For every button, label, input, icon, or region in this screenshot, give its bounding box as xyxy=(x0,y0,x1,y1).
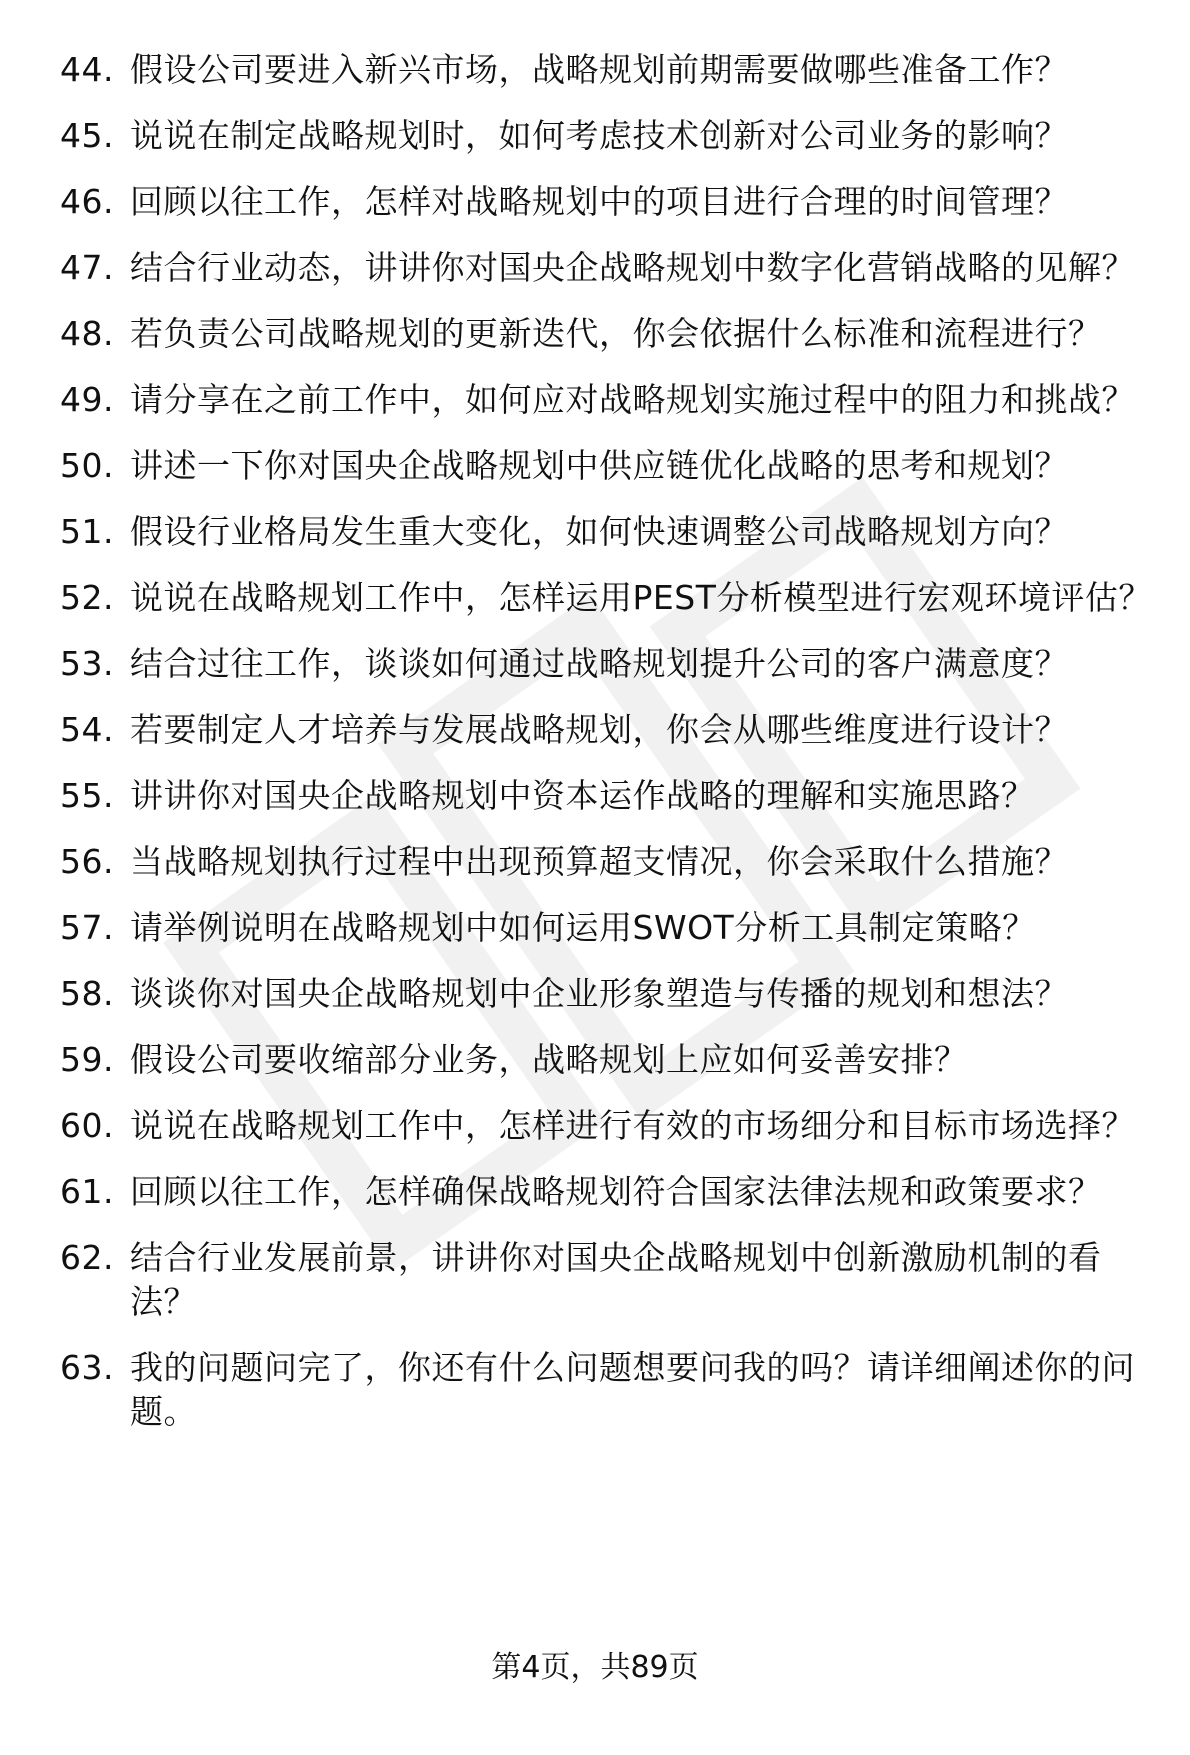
question-number: 54. xyxy=(60,710,114,749)
question-item xyxy=(0,378,1190,422)
question-item xyxy=(0,774,1190,818)
question-text: 讲讲你对国央企战略规划中资本运作战略的理解和实施思路？ xyxy=(130,776,1035,815)
question-text: 结合过往工作，谈谈如何通过战略规划提升公司的客户满意度？ xyxy=(130,644,1068,683)
question-text: 结合行业动态，讲讲你对国央企战略规划中数字化营销战略的见解？ xyxy=(130,248,1135,287)
question-item xyxy=(0,1170,1190,1214)
question-number: 45. xyxy=(60,116,114,155)
question-item xyxy=(0,642,1190,686)
question-number: 52. xyxy=(60,578,114,617)
question-text: 回顾以往工作，怎样对战略规划中的项目进行合理的时间管理？ xyxy=(130,182,1068,221)
question-number: 56. xyxy=(60,842,114,881)
question-text: 说说在战略规划工作中，怎样进行有效的市场细分和目标市场选择？ xyxy=(130,1106,1135,1145)
question-number: 44. xyxy=(60,50,114,89)
question-item xyxy=(0,576,1190,620)
question-number: 53. xyxy=(60,644,114,683)
question-item xyxy=(0,972,1190,1016)
question-text: 我的问题问完了，你还有什么问题想要问我的吗？请详细阐述你的问题。 xyxy=(130,1348,1135,1431)
question-text: 若负责公司战略规划的更新迭代，你会依据什么标准和流程进行？ xyxy=(130,314,1102,353)
page-number-footer: 第4页，共89页 xyxy=(491,1650,699,1685)
question-item xyxy=(0,1038,1190,1082)
question-text: 假设公司要进入新兴市场，战略规划前期需要做哪些准备工作？ xyxy=(130,50,1068,89)
question-number: 59. xyxy=(60,1040,114,1079)
question-item xyxy=(0,510,1190,554)
question-text: 当战略规划执行过程中出现预算超支情况，你会采取什么措施？ xyxy=(130,842,1068,881)
question-number: 57. xyxy=(60,908,114,947)
question-number: 55. xyxy=(60,776,114,815)
question-number: 47. xyxy=(60,248,114,287)
question-item xyxy=(0,246,1190,290)
question-number: 63. xyxy=(60,1348,114,1387)
question-number: 50. xyxy=(60,446,114,485)
question-item xyxy=(0,444,1190,488)
question-text: 说说在制定战略规划时，如何考虑技术创新对公司业务的影响？ xyxy=(130,116,1068,155)
question-item xyxy=(0,114,1190,158)
question-number: 46. xyxy=(60,182,114,221)
question-item xyxy=(0,906,1190,950)
question-text: 谈谈你对国央企战略规划中企业形象塑造与传播的规划和想法？ xyxy=(130,974,1068,1013)
question-item xyxy=(0,840,1190,884)
question-number: 61. xyxy=(60,1172,114,1211)
question-item xyxy=(0,708,1190,752)
question-item xyxy=(0,1104,1190,1148)
question-item xyxy=(0,1346,1190,1434)
question-text: 结合行业发展前景，讲讲你对国央企战略规划中创新激励机制的看法？ xyxy=(130,1238,1102,1321)
question-item xyxy=(0,48,1190,92)
question-text: 假设行业格局发生重大变化，如何快速调整公司战略规划方向？ xyxy=(130,512,1068,551)
question-text: 说说在战略规划工作中，怎样运用PEST分析模型进行宏观环境评估？ xyxy=(130,578,1152,617)
question-item xyxy=(0,1236,1190,1324)
question-text: 请举例说明在战略规划中如何运用SWOT分析工具制定策略？ xyxy=(130,908,1036,947)
question-item xyxy=(0,312,1190,356)
question-number: 51. xyxy=(60,512,114,551)
question-text: 若要制定人才培养与发展战略规划，你会从哪些维度进行设计？ xyxy=(130,710,1068,749)
question-number: 58. xyxy=(60,974,114,1013)
question-number: 48. xyxy=(60,314,114,353)
question-text: 讲述一下你对国央企战略规划中供应链优化战略的思考和规划？ xyxy=(130,446,1068,485)
question-number: 60. xyxy=(60,1106,114,1145)
question-text: 请分享在之前工作中，如何应对战略规划实施过程中的阻力和挑战？ xyxy=(130,380,1135,419)
question-item xyxy=(0,180,1190,224)
question-text: 回顾以往工作，怎样确保战略规划符合国家法律法规和政策要求？ xyxy=(130,1172,1102,1211)
question-text: 假设公司要收缩部分业务，战略规划上应如何妥善安排？ xyxy=(130,1040,968,1079)
question-list xyxy=(0,48,1190,1456)
question-number: 49. xyxy=(60,380,114,419)
question-number: 62. xyxy=(60,1238,114,1277)
